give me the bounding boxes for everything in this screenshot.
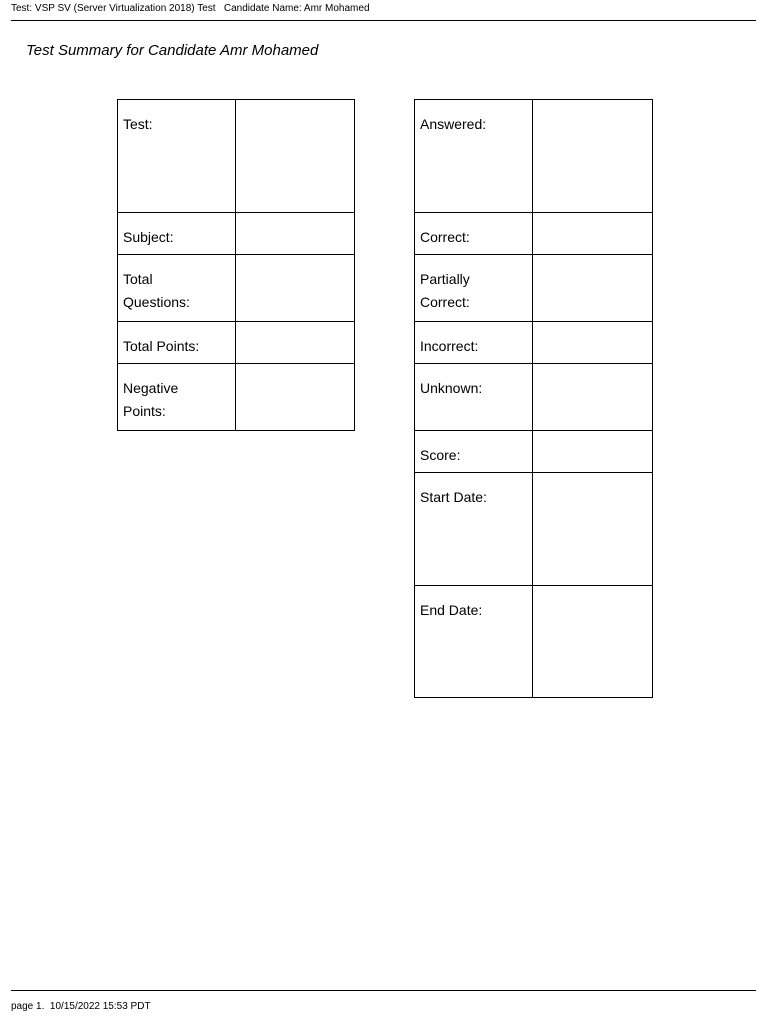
- table-row: [415, 586, 653, 698]
- total-points-label: Total Points:: [118, 322, 236, 364]
- test-info-table: [117, 99, 355, 431]
- table-row: [415, 364, 653, 431]
- table-row: [415, 100, 653, 213]
- start-date-label: Start Date:: [415, 473, 533, 586]
- negative-points-label: Negative Points:: [118, 364, 236, 431]
- table-row: [415, 213, 653, 255]
- partially-correct-value: [533, 255, 653, 322]
- correct-value: [533, 213, 653, 255]
- footer-divider: [11, 990, 756, 991]
- total-points-value: [236, 322, 355, 364]
- table-row: [118, 364, 355, 431]
- subject-value: [236, 213, 355, 255]
- score-label: Score:: [415, 431, 533, 473]
- page-footer: page 1. 10/15/2022 15:53 PDT: [11, 1001, 151, 1012]
- table-row: [415, 431, 653, 473]
- answered-value: [533, 100, 653, 213]
- start-date-value: [533, 473, 653, 586]
- unknown-value: [533, 364, 653, 431]
- test-label: Test:: [118, 100, 236, 213]
- page-header: Test: VSP SV (Server Virtualization 2018) Test Candidate Name: Amr Mohamed: [11, 3, 370, 14]
- test-value: [236, 100, 355, 213]
- page-title: Test Summary for Candidate Amr Mohamed: [26, 42, 319, 59]
- answered-label: Answered:: [415, 100, 533, 213]
- total-questions-label: Total Questions:: [118, 255, 236, 322]
- partially-correct-label: Partially Correct:: [415, 255, 533, 322]
- table-row: [415, 322, 653, 364]
- table-row: [415, 255, 653, 322]
- table-row: [118, 100, 355, 213]
- results-table: [414, 99, 653, 698]
- end-date-value: [533, 586, 653, 698]
- correct-label: Correct:: [415, 213, 533, 255]
- total-questions-value: [236, 255, 355, 322]
- table-row: [415, 473, 653, 586]
- incorrect-value: [533, 322, 653, 364]
- end-date-label: End Date:: [415, 586, 533, 698]
- score-value: [533, 431, 653, 473]
- table-row: [118, 255, 355, 322]
- table-row: [118, 213, 355, 255]
- unknown-label: Unknown:: [415, 364, 533, 431]
- table-row: [118, 322, 355, 364]
- header-divider: [11, 20, 756, 21]
- incorrect-label: Incorrect:: [415, 322, 533, 364]
- subject-label: Subject:: [118, 213, 236, 255]
- negative-points-value: [236, 364, 355, 431]
